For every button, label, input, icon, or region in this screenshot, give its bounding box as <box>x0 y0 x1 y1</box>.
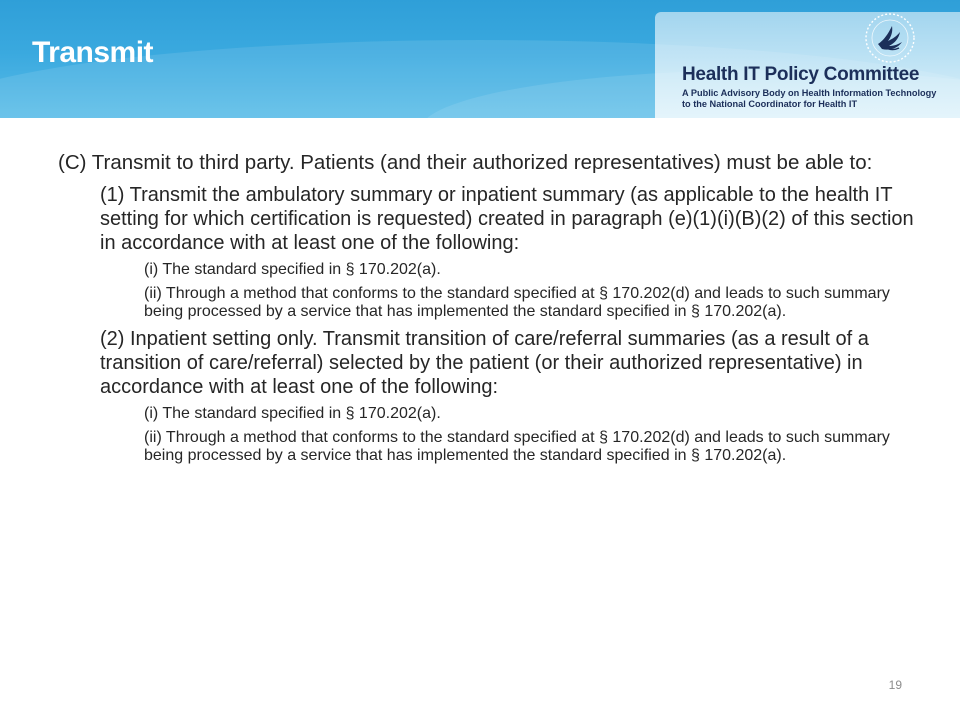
org-tagline-line-2: to the National Coordinator for Health IT <box>682 99 858 109</box>
bullet-item-1: (1) Transmit the ambulatory summary or inpatient summary (as applicable to the health IT setting for which certification is requested) created in paragraph (e)(1)(i)(B)(2) of this section in accordance with at least one of the following: <box>100 184 914 254</box>
hhs-eagle-seal-icon <box>862 10 918 66</box>
bullet-item-1-ii: (ii) Through a method that conforms to the standard specified at § 170.202(d) and leads to such summary being processed by a service that has implemented the standard specified in § 170.202(a). <box>144 285 890 320</box>
bullet-item-2-i: (i) The standard specified in § 170.202(a). <box>144 405 441 422</box>
slide-title: Transmit <box>32 36 154 69</box>
org-tagline <box>682 88 936 110</box>
page-number: 19 <box>888 678 902 692</box>
slide-header <box>0 0 960 118</box>
org-tagline-line-1: A Public Advisory Body on Health Information Technology <box>682 88 937 98</box>
bullet-item-2: (2) Inpatient setting only. Transmit transition of care/referral summaries (as a result of a transition of care/referral) selected by the patient (or their authorized representative) in accordance with at least one of the following: <box>100 328 869 398</box>
bullet-intro: (C) Transmit to third party. Patients (and their authorized representatives) must be able to: <box>58 151 873 174</box>
org-name: Health IT Policy Committee <box>682 64 920 85</box>
slide-body <box>58 150 918 471</box>
bullet-item-1-i: (i) The standard specified in § 170.202(a). <box>144 261 441 278</box>
bullet-item-2-ii: (ii) Through a method that conforms to the standard specified at § 170.202(d) and leads to such summary being processed by a service that has implemented the standard specified in § 170.202(a). <box>144 429 890 464</box>
